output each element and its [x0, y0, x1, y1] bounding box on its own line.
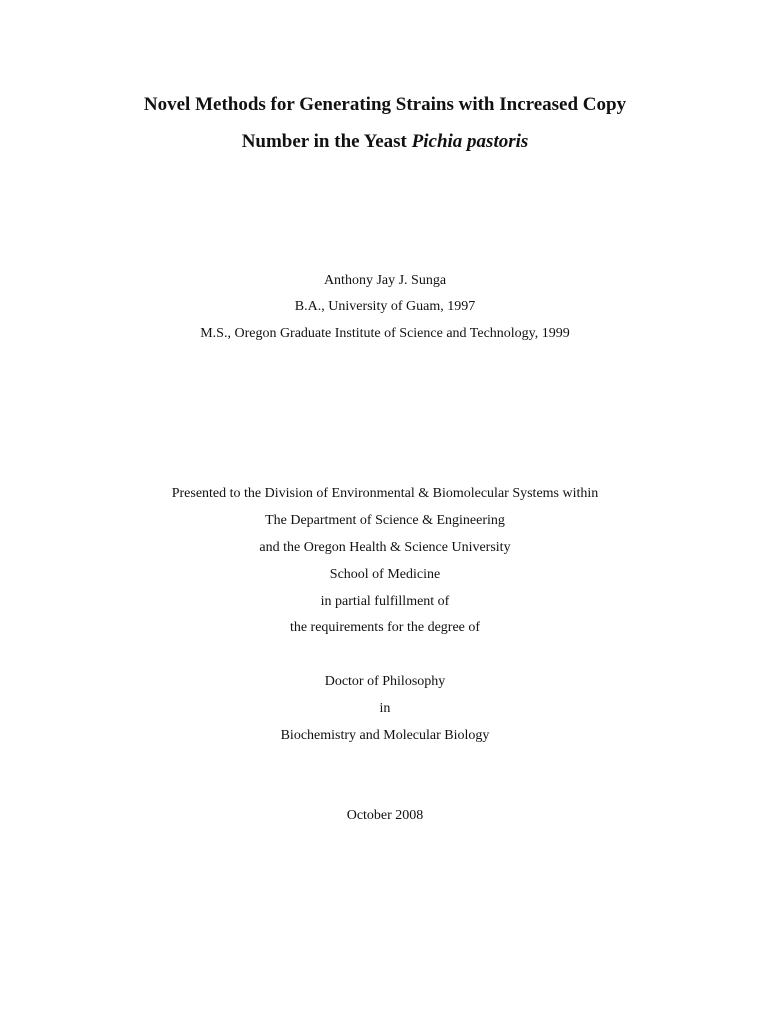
thesis-title-line-2: [0, 131, 770, 153]
degree-field: Biochemistry and Molecular Biology: [280, 728, 490, 743]
author-degree-ms: M.S., Oregon Graduate Institute of Science and Technology, 1999: [200, 326, 570, 341]
presentation-line: and the Oregon Health & Science University: [259, 540, 511, 555]
degree-name: Doctor of Philosophy: [324, 674, 446, 689]
degree-connector: in: [379, 701, 391, 716]
author-degree-ba: B.A., University of Guam, 1997: [294, 299, 476, 314]
submission-date: October 2008: [346, 808, 424, 823]
thesis-title-line-1: Novel Methods for Generating Strains with Increased Copy: [143, 94, 627, 115]
presentation-line: in partial fulfillment of: [320, 594, 450, 609]
presentation-line: School of Medicine: [329, 567, 441, 582]
thesis-title-species: Pichia pastoris: [411, 131, 529, 152]
author-name: Anthony Jay J. Sunga: [323, 273, 447, 288]
presentation-line: the requirements for the degree of: [289, 620, 481, 635]
thesis-title-line-2-prefix: Number in the Yeast: [241, 131, 412, 152]
presentation-line: Presented to the Division of Environmental & Biomolecular Systems within: [171, 486, 599, 501]
presentation-line: The Department of Science & Engineering: [265, 513, 505, 528]
